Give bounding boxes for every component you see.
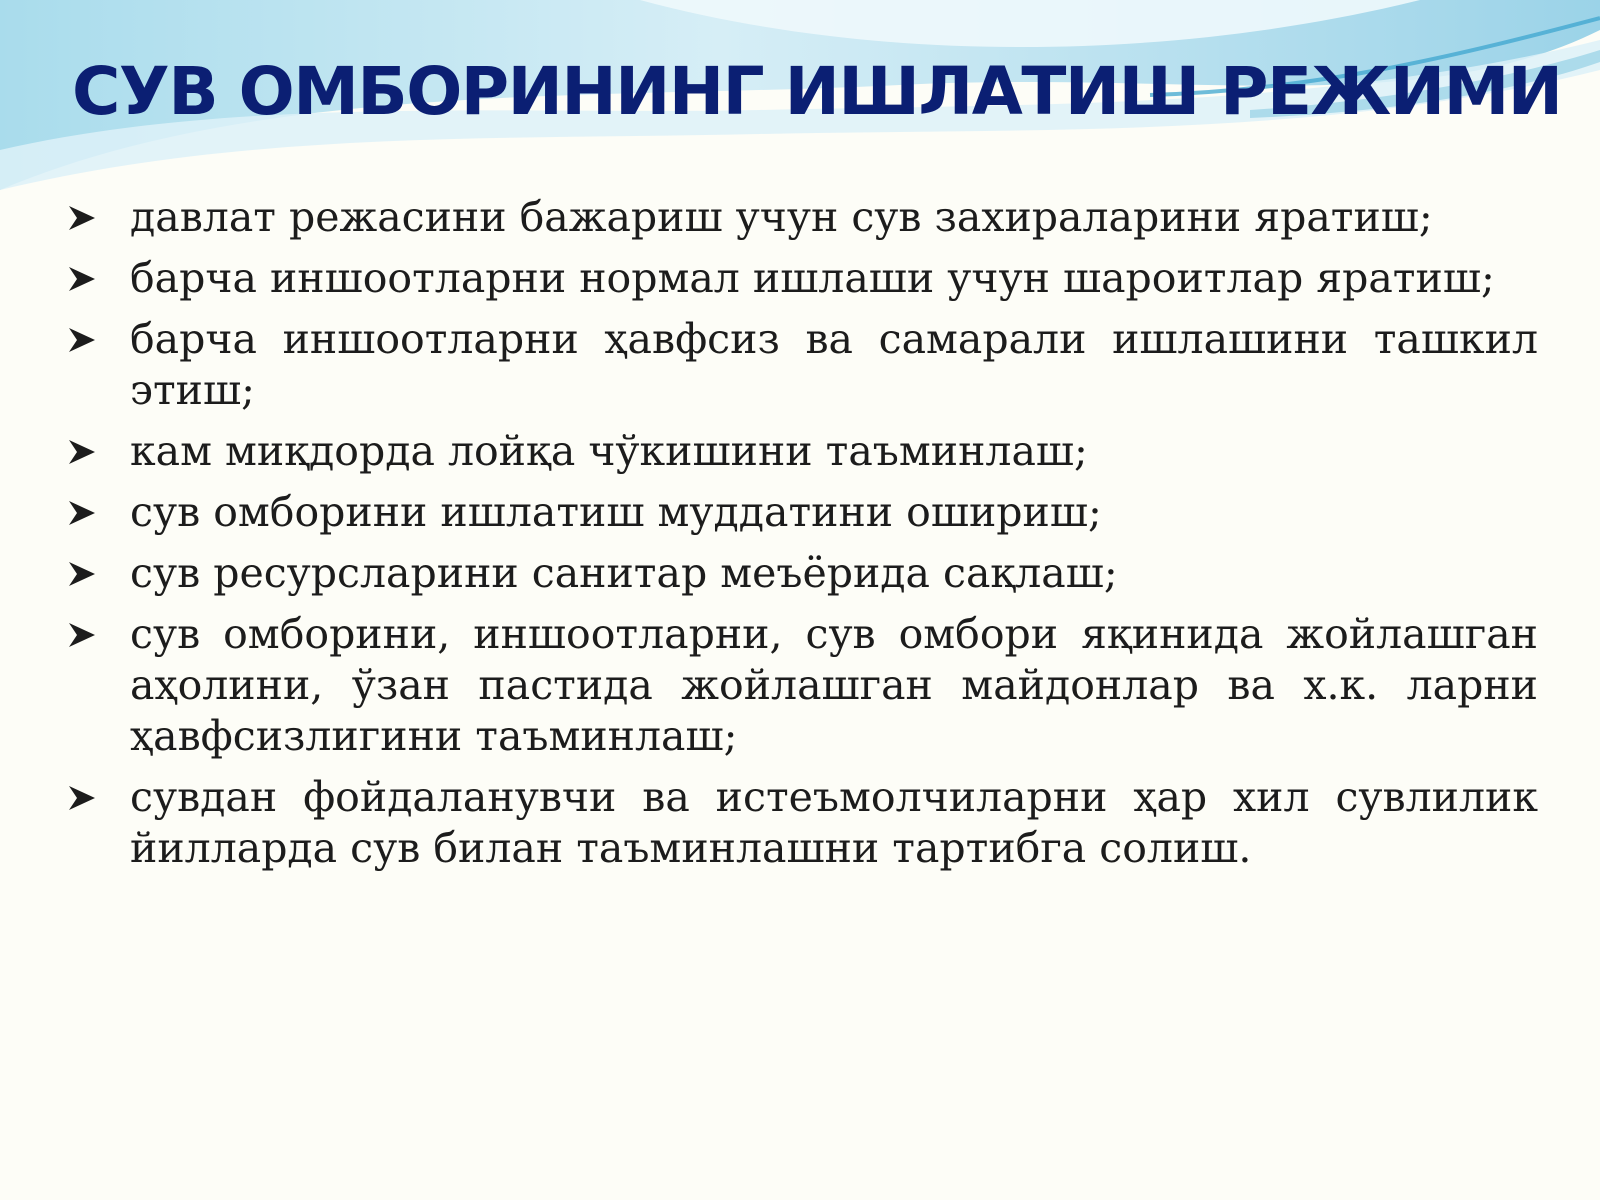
- arrowhead-bullet-icon: [68, 439, 96, 465]
- arrowhead-bullet-icon: [68, 785, 96, 811]
- bullet-text: кам миқдорда лойқа чўкишини таъминлаш;: [130, 427, 1088, 475]
- bullet-text: давлат режасини бажариш учун сув захираларини яратиш;: [130, 193, 1433, 241]
- bullet-item: [68, 192, 1538, 243]
- bullet-item: [68, 314, 1538, 416]
- arrowhead-bullet-icon: [68, 205, 96, 231]
- bullet-item: [68, 253, 1538, 304]
- bullet-item: [68, 772, 1538, 874]
- bullet-text: сув омборини, иншоотларни, сув омбори яқинида жойлашган аҳолини, ўзан пастида жойлашган майдонлар ва х.к. ларни ҳавфсизлигини таъминлаш;: [130, 610, 1538, 760]
- arrowhead-bullet-icon: [68, 622, 96, 648]
- arrowhead-bullet-icon: [68, 561, 96, 587]
- bullet-item: [68, 548, 1538, 599]
- arrowhead-bullet-icon: [68, 266, 96, 292]
- bullet-text: сувдан фойдаланувчи ва истеъмолчиларни ҳар хил сувлилик йилларда сув билан таъминлашни тартибга солиш.: [130, 773, 1538, 872]
- bullet-text: сув ресурсларини санитар меъёрида сақлаш;: [130, 549, 1118, 597]
- bullet-text: барча иншоотларни ҳавфсиз ва самарали ишлашини ташкил этиш;: [130, 315, 1538, 414]
- arrowhead-bullet-icon: [68, 500, 96, 526]
- bullet-item: [68, 487, 1538, 538]
- bullet-text: барча иншоотларни нормал ишлаши учун шароитлар яратиш;: [130, 254, 1495, 302]
- bullet-list: [68, 192, 1538, 884]
- arrowhead-bullet-icon: [68, 327, 96, 353]
- bullet-item: [68, 609, 1538, 762]
- slide-title: СУВ ОМБОРИНИНГ ИШЛАТИШ РЕЖИМИ: [72, 53, 1562, 130]
- bullet-item: [68, 426, 1538, 477]
- bullet-text: сув омборини ишлатиш муддатини ошириш;: [130, 488, 1102, 536]
